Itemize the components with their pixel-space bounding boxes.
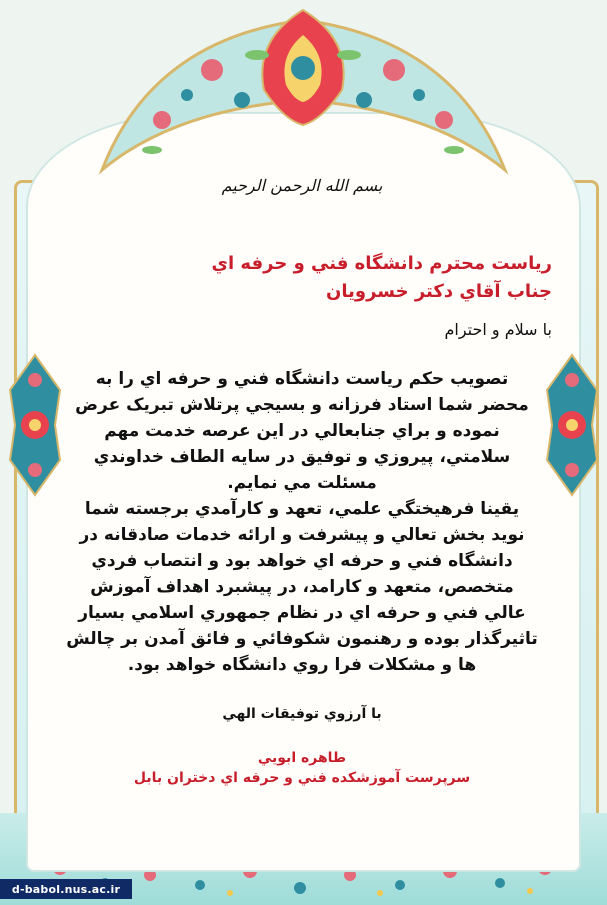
paragraph-2-line: ها و مشکلات فرا روي دانشگاه خواهد بود. [127, 655, 477, 675]
paragraph-1-line: نموده و براي جنابعالي در اين عرصه خدمت مهم [104, 421, 500, 441]
greeting: با سلام و احترام [444, 320, 552, 339]
basmala-heading: بسم الله الرحمن الرحيم [221, 176, 383, 195]
closing-wish: با آرزوي توفيقات الهي [222, 706, 382, 722]
top-floral-ornament [92, 0, 515, 175]
paragraph-2-line: عالي فني و حرفه اي در نظام جمهوري اسلامي بسيار [78, 603, 526, 623]
paragraph-2-line: يقينا فرهيختگي علمي، تعهد و کارآمدي برجسته شما [84, 499, 520, 519]
paragraph-2-line: تاثيرگذار بوده و رهنمون شکوفائي و فائق آمدن بر چالش [66, 629, 538, 649]
signature-name: طاهره ابويي [257, 750, 347, 766]
paragraph-2-line: نويد بخش تعالي و پيشرفت و ارائه خدمات صادقانه در [79, 525, 525, 545]
paragraph-1-line: تصويب حکم رياست دانشگاه فني و حرفه اي را به [95, 369, 509, 389]
addressee-line-2: جناب آقاي دکتر خسرويان [326, 281, 552, 302]
letter-body [52, 366, 552, 678]
letter-content [52, 170, 552, 786]
paragraph-2-line: متخصص، متعهد و کارامد، در پيشبرد اهداف آموزش [90, 577, 514, 597]
paragraph-1-line: مسئلت مي نمايم. [227, 473, 377, 493]
paragraph-1-line: محضر شما استاد فرزانه و بسيجي پرتلاش تبريک عرض [75, 395, 529, 415]
website-watermark-link[interactable]: d-babol.nus.ac.ir [0, 879, 132, 899]
paragraph-1-line: سلامتي، پيروزي و توفيق در سايه الطاف خداوندي [93, 447, 511, 467]
signature-title: سرپرست آموزشکده فني و حرفه اي دختران بابل [133, 770, 471, 786]
addressee-line-1: رياست محترم دانشگاه فني و حرفه اي [211, 253, 552, 274]
paragraph-2-line: دانشگاه فني و حرفه اي خواهد بود و انتصاب فردي [91, 551, 513, 571]
addressee-block [52, 250, 552, 306]
